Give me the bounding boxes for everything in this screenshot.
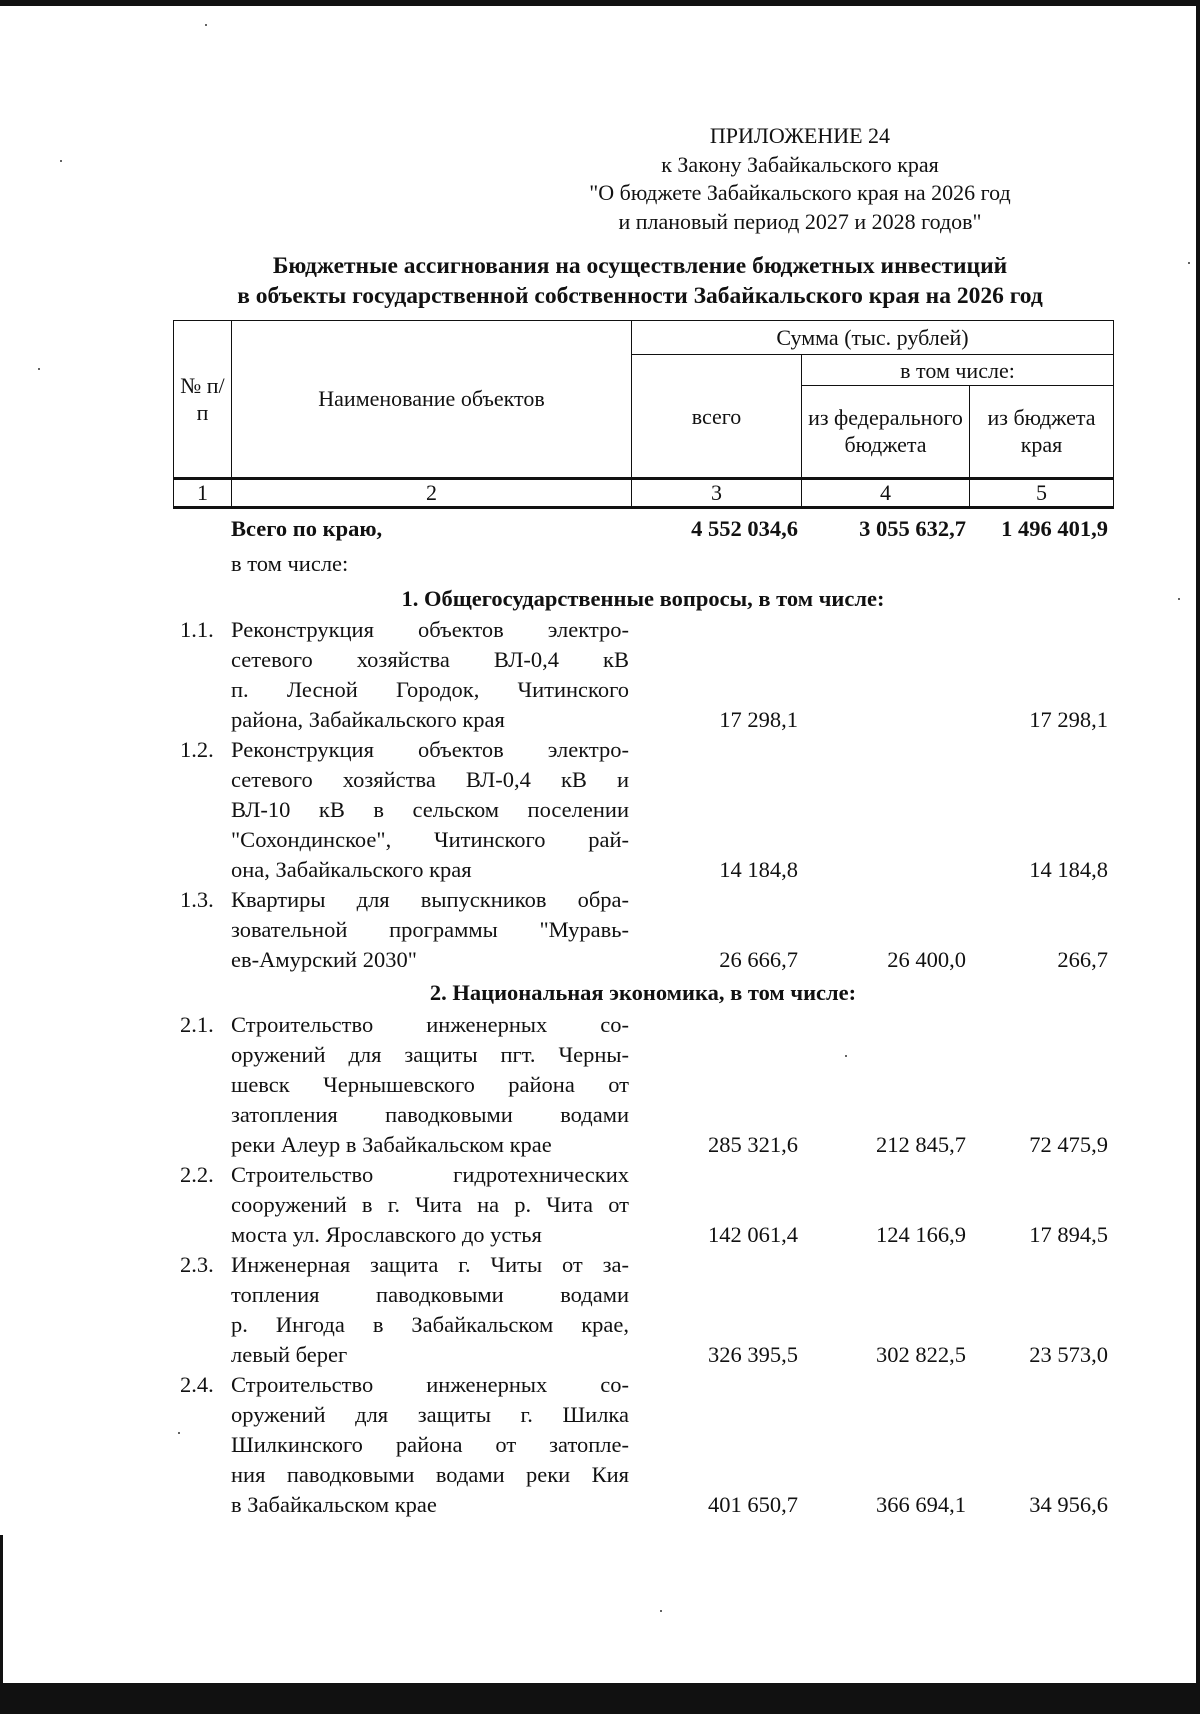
document-title (160, 251, 1120, 311)
header-sum: Сумма (тыс. рублей) (632, 321, 1114, 355)
item-federal: 302 822,5 (876, 1342, 966, 1367)
item-federal: 366 694,1 (876, 1492, 966, 1517)
scan-edge-top (0, 0, 1200, 6)
item-number: 1.1. (180, 617, 214, 642)
totals-including: в том числе: (231, 551, 349, 576)
header-row-number: № п/п (174, 321, 232, 479)
item-name-line: Строительство инженерных со- (231, 1012, 629, 1037)
column-number-2: 2 (232, 478, 632, 507)
item-name-line: р. Ингода в Забайкальском крае, (231, 1312, 629, 1337)
item-name-line: "Сохондинское", Читинского рай- (231, 827, 629, 852)
item-total: 17 298,1 (719, 707, 798, 732)
item-regional: 34 956,6 (1029, 1492, 1108, 1517)
header-federal: из федерального бюджета (802, 385, 970, 478)
column-number-3: 3 (632, 478, 802, 507)
item-name-line: Строительство инженерных со- (231, 1372, 629, 1397)
scan-speck (60, 160, 62, 162)
item-number: 2.1. (180, 1012, 214, 1037)
item-name-line: сооружений в г. Чита на р. Чита от (231, 1192, 629, 1217)
item-regional: 23 573,0 (1029, 1342, 1108, 1367)
item-number: 2.4. (180, 1372, 214, 1397)
item-name-line: реки Алеур в Забайкальском крае (231, 1132, 552, 1157)
item-name-line: ВЛ-10 кВ в сельском поселении (231, 797, 629, 822)
appendix-header (540, 122, 1060, 236)
scan-speck (205, 24, 207, 26)
totals-federal: 3 055 632,7 (859, 516, 966, 541)
item-federal: 26 400,0 (887, 947, 966, 972)
item-total: 26 666,7 (719, 947, 798, 972)
item-regional: 14 184,8 (1029, 857, 1108, 882)
item-total: 326 395,5 (708, 1342, 798, 1367)
column-number-1: 1 (174, 478, 232, 507)
item-federal: 212 845,7 (876, 1132, 966, 1157)
section-title: 1. Общегосударственные вопросы, в том числе: (401, 586, 885, 611)
item-name-line: зовательной программы "Муравь- (231, 917, 629, 942)
column-number-4: 4 (802, 478, 970, 507)
item-regional: 72 475,9 (1029, 1132, 1108, 1157)
item-name-line: Квартиры для выпускников обра- (231, 887, 629, 912)
item-number: 2.2. (180, 1162, 214, 1187)
item-name-line: она, Забайкальского края (231, 857, 472, 882)
law-reference-line-2: "О бюджете Забайкальского края на 2026 год (589, 180, 1011, 205)
scan-speck (178, 1432, 180, 1434)
item-name-line: Инженерная защита г. Читы от за- (231, 1252, 629, 1277)
item-name-line: ев-Амурский 2030" (231, 947, 417, 972)
item-name-line: сетевого хозяйства ВЛ-0,4 кВ и (231, 767, 629, 792)
item-total: 285 321,6 (708, 1132, 798, 1157)
law-reference-line-3: и плановый период 2027 и 2028 годов" (618, 208, 982, 234)
item-name-line: топления паводковыми водами (231, 1282, 629, 1307)
item-name-line: Реконструкция объектов электро- (231, 737, 629, 762)
item-federal: 124 166,9 (876, 1222, 966, 1247)
column-number-5: 5 (970, 478, 1114, 507)
item-name-line: Реконструкция объектов электро- (231, 617, 629, 642)
scan-speck (660, 1610, 662, 1612)
item-regional: 266,7 (1057, 947, 1108, 972)
item-name-line: ния паводковыми водами реки Кия (231, 1462, 629, 1487)
scan-edge-bottom (0, 1683, 1200, 1714)
header-total: всего (632, 355, 802, 478)
item-name-line: моста ул. Ярославского до устья (231, 1222, 542, 1247)
item-number: 1.2. (180, 737, 214, 762)
header-object-name: Наименование объектов (232, 321, 632, 479)
item-name-line: шевск Чернышевского района от (231, 1072, 629, 1097)
item-total: 142 061,4 (708, 1222, 798, 1247)
item-name-line: затопления паводковыми водами (231, 1102, 629, 1127)
table-header (173, 320, 1114, 509)
item-number: 2.3. (180, 1252, 214, 1277)
document-title-line-2: в объекты государственной собственности Забайкальского края на 2026 год (237, 283, 1043, 309)
scan-speck (1178, 598, 1180, 600)
item-total: 14 184,8 (719, 857, 798, 882)
document-title-line-1: Бюджетные ассигнования на осуществление бюджетных инвестиций (272, 253, 1008, 279)
item-name-line: в Забайкальском крае (231, 1492, 437, 1517)
item-regional: 17 894,5 (1029, 1222, 1108, 1247)
item-name-line: п. Лесной Городок, Читинского (231, 677, 629, 702)
item-total: 401 650,7 (708, 1492, 798, 1517)
item-regional: 17 298,1 (1029, 707, 1108, 732)
scan-speck (1188, 262, 1190, 264)
item-number: 1.3. (180, 887, 214, 912)
item-name-line: Шилкинского района от затопле- (231, 1432, 629, 1457)
scan-speck (38, 368, 40, 370)
scan-speck (845, 1055, 847, 1057)
totals-label: Всего по краю, (231, 516, 383, 541)
scan-edge-right (1196, 0, 1200, 1714)
header-regional: из бюджета края (970, 385, 1114, 478)
section-title: 2. Национальная экономика, в том числе: (429, 980, 857, 1005)
item-name-line: оружений для защиты пгт. Черны- (231, 1042, 629, 1067)
item-name-line: района, Забайкальского края (231, 707, 505, 732)
law-reference-line-1: к Закону Забайкальского края (661, 151, 939, 177)
header-including: в том числе: (802, 355, 1114, 385)
totals-regional: 1 496 401,9 (1001, 516, 1108, 541)
item-name-line: оружений для защиты г. Шилка (231, 1402, 629, 1427)
totals-total: 4 552 034,6 (691, 516, 798, 541)
item-name-line: сетевого хозяйства ВЛ-0,4 кВ (231, 647, 629, 672)
item-name-line: Строительство гидротехнических (231, 1162, 629, 1187)
scan-edge-left (0, 1535, 3, 1685)
appendix-number: ПРИЛОЖЕНИЕ 24 (709, 123, 891, 148)
item-name-line: левый берег (231, 1342, 348, 1367)
